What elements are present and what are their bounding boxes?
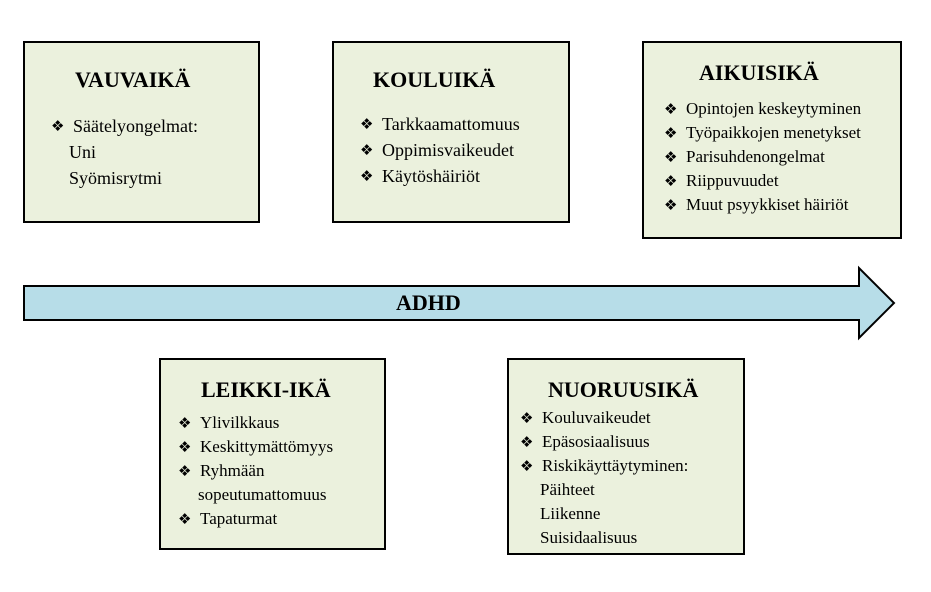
list-item-text: Säätelyongelmat: — [73, 116, 198, 136]
list-item-text: Opintojen keskeytyminen — [686, 99, 862, 118]
list-item-text: sopeutumattomuus — [198, 485, 327, 504]
stage-box-kouluika — [332, 41, 570, 223]
diamond-bullet-icon: ❖ — [520, 409, 534, 427]
list-item-text: Ryhmään — [200, 461, 265, 480]
stage-box-nuoruusika — [507, 358, 745, 555]
list-item — [51, 113, 198, 139]
stage-box-leikki-ika — [159, 358, 386, 550]
list-item — [664, 169, 861, 193]
list-item-text: Tarkkaamattomuus — [382, 114, 520, 134]
list-item-text: Ylivilkkaus — [200, 413, 280, 432]
diamond-bullet-icon: ❖ — [178, 414, 192, 432]
list-item-text: Tapaturmat — [200, 509, 278, 528]
list-item-text: Riskikäyttäytyminen: — [542, 456, 689, 475]
list-item-text: Epäsosiaalisuus — [542, 432, 650, 451]
list-item — [520, 406, 688, 430]
list-item — [520, 454, 688, 478]
stage-item-list — [664, 97, 861, 217]
list-item-text: Parisuhdenongelmat — [686, 147, 825, 166]
stage-item-list — [360, 111, 520, 189]
stage-item-list — [178, 411, 333, 531]
diamond-bullet-icon: ❖ — [664, 196, 678, 214]
list-item-text: Oppimisvaikeudet — [382, 140, 514, 160]
stage-item-list — [51, 113, 198, 191]
list-item — [664, 193, 861, 217]
diamond-bullet-icon: ❖ — [664, 148, 678, 166]
diamond-bullet-icon: ❖ — [360, 167, 374, 185]
sub-item-text: Syömisrytmi — [69, 168, 163, 188]
list-item — [664, 97, 861, 121]
list-item — [360, 111, 520, 137]
list-item — [520, 430, 688, 454]
diamond-bullet-icon: ❖ — [51, 117, 65, 135]
stage-box-vauvaika — [23, 41, 260, 223]
list-item-text: Työpaikkojen menetykset — [686, 123, 861, 142]
sub-item — [520, 502, 688, 526]
diamond-bullet-icon: ❖ — [178, 462, 192, 480]
sub-item-text: Liikenne — [540, 504, 601, 523]
stage-item-list — [520, 406, 688, 550]
diamond-bullet-icon: ❖ — [178, 510, 192, 528]
sub-item-text: Suisidaalisuus — [540, 528, 638, 547]
list-item — [664, 121, 861, 145]
stage-title: KOULUIKÄ — [373, 67, 496, 92]
list-item-continuation — [178, 483, 333, 507]
diamond-bullet-icon: ❖ — [520, 457, 534, 475]
list-item — [664, 145, 861, 169]
sub-item — [51, 139, 198, 165]
diamond-bullet-icon: ❖ — [664, 172, 678, 190]
sub-item-text: Uni — [69, 142, 96, 162]
list-item — [178, 459, 333, 483]
diamond-bullet-icon: ❖ — [664, 100, 678, 118]
diamond-bullet-icon: ❖ — [360, 141, 374, 159]
diamond-bullet-icon: ❖ — [178, 438, 192, 456]
list-item-text: Riippuvuudet — [686, 171, 779, 190]
list-item-text: Muut psyykkiset häiriöt — [686, 195, 849, 214]
stage-title: NUORUUSIKÄ — [548, 377, 699, 402]
list-item — [178, 435, 333, 459]
stage-title: VAUVAIKÄ — [75, 67, 191, 92]
list-item-text: Käytöshäiriöt — [382, 166, 480, 186]
list-item — [360, 137, 520, 163]
list-item — [178, 411, 333, 435]
list-item-text: Keskittymättömyys — [200, 437, 334, 456]
adhd-arrow-label: ADHD — [396, 290, 461, 315]
diamond-bullet-icon: ❖ — [520, 433, 534, 451]
list-item — [178, 507, 333, 531]
list-item — [360, 163, 520, 189]
list-item-text: Kouluvaikeudet — [542, 408, 651, 427]
stage-box-aikuisika — [642, 41, 902, 239]
sub-item — [520, 478, 688, 502]
diamond-bullet-icon: ❖ — [360, 115, 374, 133]
diamond-bullet-icon: ❖ — [664, 124, 678, 142]
sub-item-text: Päihteet — [540, 480, 595, 499]
stage-title: LEIKKI-IKÄ — [201, 377, 331, 402]
sub-item — [51, 165, 198, 191]
sub-item — [520, 526, 688, 550]
stage-title: AIKUISIKÄ — [699, 60, 819, 85]
